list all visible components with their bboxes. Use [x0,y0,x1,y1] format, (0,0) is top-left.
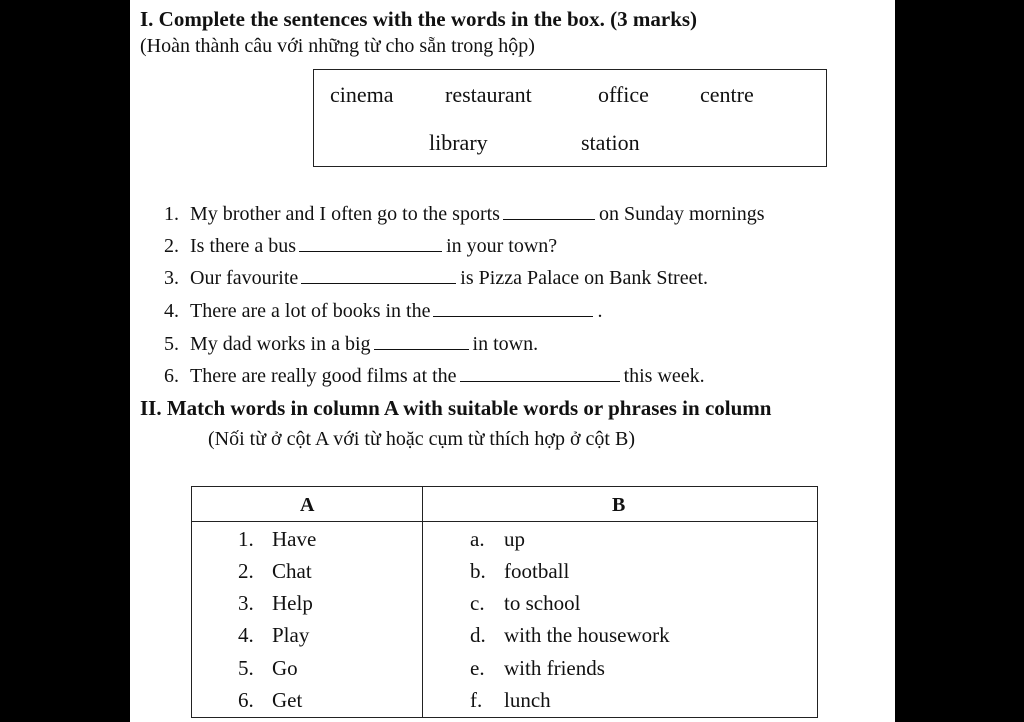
sentence-number: 3. [164,267,179,289]
item-text: Go [272,656,298,680]
section-1-subtitle: (Hoàn thành câu với những từ cho sẵn trong hộp) [140,35,535,57]
answer-blank[interactable] [460,363,620,382]
item-letter: d. [470,623,486,647]
column-a-item [238,559,312,584]
sentence-item [164,298,602,323]
item-text: Chat [272,559,312,583]
item-letter: f. [470,688,483,712]
column-b-item [470,688,551,713]
item-letter: b. [470,559,486,583]
item-number: 6. [238,688,254,712]
word-box [313,69,827,167]
column-a-item [238,623,309,648]
item-text: lunch [504,688,551,712]
item-text: with friends [504,656,605,680]
sentence-text-after: . [597,300,603,322]
sentence-text-before: My dad works in a big [190,333,371,355]
sentence-text-before: There are really good films at the [190,365,457,387]
answer-blank[interactable] [503,201,595,220]
sentence-text-after: is Pizza Palace on Bank Street. [460,267,709,289]
item-number: 5. [238,656,254,680]
sentence-number: 6. [164,365,179,387]
sentence-number: 4. [164,300,179,322]
sentence-number: 2. [164,235,179,257]
item-number: 2. [238,559,254,583]
sentence-number: 1. [164,203,179,225]
column-b-item [470,623,670,648]
item-text: with the housework [504,623,670,647]
item-text: football [504,559,570,583]
answer-blank[interactable] [301,265,456,284]
item-text: up [504,527,525,551]
item-number: 3. [238,591,254,615]
answer-blank[interactable] [374,331,469,350]
item-text: Play [272,623,310,647]
item-letter: c. [470,591,485,615]
column-a-item [238,527,316,552]
sentence-item [164,201,765,226]
column-b-header: B [612,494,626,516]
section-2-title: II. Match words in column A with suitable words or phrases in column [140,396,772,420]
item-number: 1. [238,527,254,551]
sentence-number: 5. [164,333,179,355]
sentence-text-before: There are a lot of books in the [190,300,431,322]
item-text: Have [272,527,317,551]
column-a-item [238,656,298,681]
sentence-item [164,233,557,258]
column-b-item [470,527,525,552]
sentence-text-after: in your town? [446,235,558,257]
table-header-divider [192,521,817,522]
column-b-item [470,656,605,681]
word-box-item: cinema [330,82,394,107]
item-letter: a. [470,527,485,551]
column-b-item [470,591,580,616]
sentence-item [164,363,705,388]
word-box-item: station [581,130,640,155]
column-a-header: A [300,494,315,516]
sentence-text-before: My brother and I often go to the sports [190,203,500,225]
sentence-item [164,265,708,290]
item-text: to school [504,591,581,615]
column-a-item [238,591,313,616]
item-number: 4. [238,623,254,647]
word-box-item: restaurant [445,82,532,107]
sentence-text-before: Is there a bus [190,235,297,257]
answer-blank[interactable] [433,298,593,317]
sentence-item [164,331,538,356]
sentence-text-after: on Sunday mornings [598,203,765,225]
column-a-item [238,688,302,713]
column-b-item [470,559,569,584]
item-text: Get [272,688,303,712]
section-1-title: I. Complete the sentences with the words in the box. (3 marks) [140,7,698,31]
word-box-item: library [429,130,488,155]
sentence-text-after: in town. [472,333,539,355]
answer-blank[interactable] [299,233,442,252]
item-text: Help [272,591,313,615]
item-letter: e. [470,656,485,680]
sentence-text-after: this week. [623,365,705,387]
sentence-text-before: Our favourite [190,267,299,289]
section-2-subtitle: (Nối từ ở cột A với từ hoặc cụm từ thích hợp ở cột B) [208,428,635,450]
matching-table [191,486,818,718]
word-box-item: office [598,82,649,107]
worksheet-page [130,0,895,722]
word-box-item: centre [700,82,754,107]
